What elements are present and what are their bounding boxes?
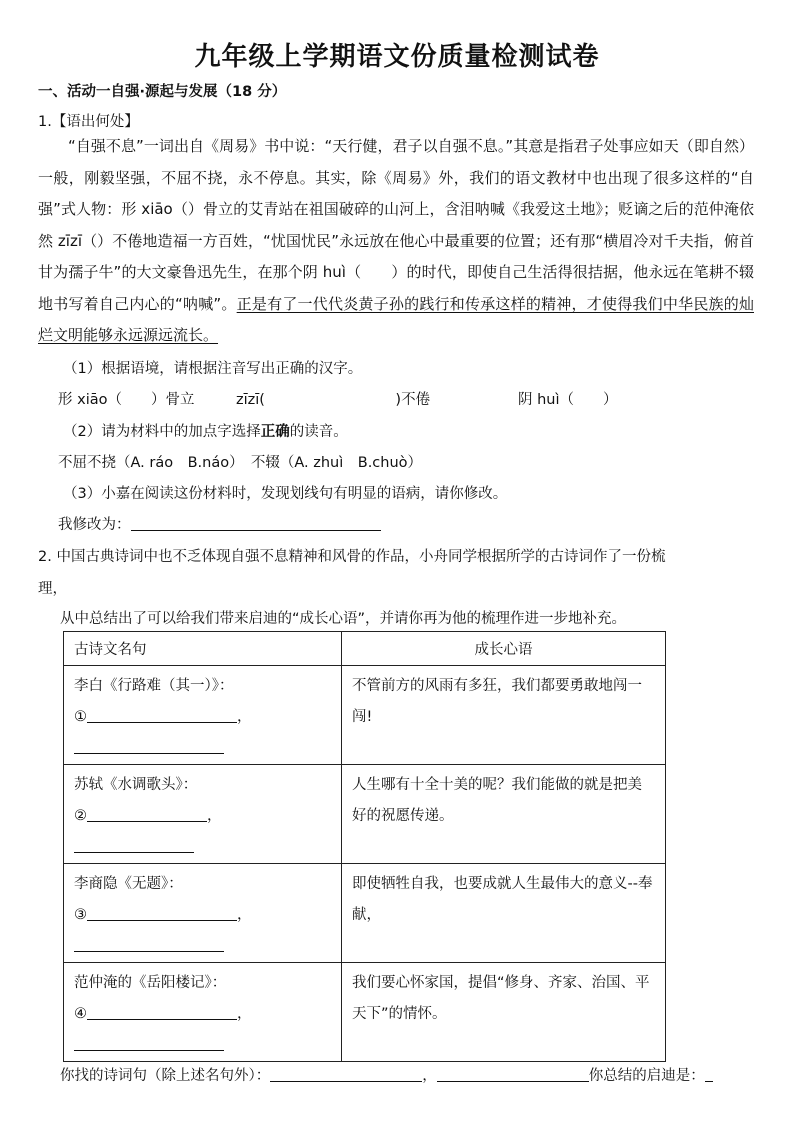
table-header-insights: 成长心语 (342, 632, 666, 666)
insight-cell: 人生哪有十全十美的呢？我们能做的就是把美好的祝愿传递。 (342, 765, 666, 864)
insight-cell: 我们要心怀家国，提倡“修身、齐家、治国、平天下”的情怀。 (342, 963, 666, 1062)
insight-cell: 即使牺牲自我，也要成就人生最伟大的意义--奉献， (342, 864, 666, 963)
pinyin-item-hui: 阴 huì（ ） (518, 392, 618, 408)
fill-blank[interactable] (87, 906, 237, 921)
insight-cell: 不管前方的风雨有多狂，我们都要勇敢地闯一闯! (342, 666, 666, 765)
answer-blank[interactable] (131, 516, 381, 531)
passage-text: “自强不息”一词出自《周易》书中说：“天行健，君子以自强不息。”其意是指君子处事应如天（即自然）一般，刚毅坚强，不屈不挠，永不停息。其实，除《周易》外，我们的语文教材中也出现了很多这样的“自强”式人物：形 xiāo（）骨立的艾青站在祖国破碎的山河上，含泪呐喊《我爱这土地》；贬谪之后的范仲淹依然 zīzī（）不倦地造福一方百姓，“忧国忧民”永远放在他心中最重要的位置；还有那“横眉冷对千夫指，俯首甘为孺子牛”的大文豪鲁迅先生，在那个阴 huì（ ）的时代，即使自己生活得很拮据，他永远在笔耕不辍地书写着自己内心的“呐喊”。 (38, 137, 754, 313)
fill-blank[interactable] (74, 838, 194, 853)
sub-question-1: （1）根据语境，请根据注音写出正确的汉字。 (63, 361, 363, 377)
underlined-sentence: 正是有了一代代炎黄子孙的践行和传承这样的精神，才使得我们中华民族的灿烂文明能够永远源远流长。 (38, 294, 754, 344)
fill-blank[interactable] (87, 807, 207, 822)
poem-cell: 李白《行路难（其一）》： ① ， (64, 666, 342, 765)
section-heading: 一、活动一自强·源起与发展（18 分） (38, 84, 287, 100)
pinyin-item-zizi: zīzī( )不倦 (236, 392, 431, 408)
question-2-line1: 2. 中国古典诗词中也不乏体现自强不息精神和风骨的作品，小舟同学根据所学的古诗词作了一份梳 (38, 549, 666, 565)
page-title: 九年级上学期语文份质量检测试卷 (194, 42, 600, 72)
table-row (64, 666, 666, 765)
poem-cell: 李商隐《无题》： ③ ， (64, 864, 342, 963)
pronunciation-options: 不屈不挠（A. ráo B.náo） 不辍（A. zhuì B.chuò） (58, 455, 423, 471)
sub-question-2: （2）请为材料中的加点字选择正确的读音。 (63, 424, 348, 440)
fill-blank[interactable] (74, 937, 224, 952)
final-answer-line: 你找的诗词句（除上述名句外）： ， 你总结的启迪是： (60, 1064, 713, 1085)
question-1-label: 1.【语出何处】 (38, 114, 139, 130)
question-2-line2: 理， (38, 581, 67, 597)
poem-cell: 苏轼《水调歌头》： ② ， (64, 765, 342, 864)
reading-passage (38, 131, 754, 352)
table-row (64, 765, 666, 864)
poem-blank[interactable] (270, 1067, 422, 1082)
answer-line: 我修改为： (58, 513, 381, 534)
fill-blank[interactable] (74, 1036, 224, 1051)
poetry-table (63, 631, 666, 1062)
insight-blank[interactable] (705, 1067, 713, 1082)
table-row (64, 963, 666, 1062)
fill-blank[interactable] (74, 739, 224, 754)
sub-question-3: （3）小嘉在阅读这份材料时，发现划线句有明显的语病，请你修改。 (63, 486, 508, 502)
fill-blank[interactable] (87, 1005, 237, 1020)
pinyin-item-xiao: 形 xiāo（ ）骨立 (58, 392, 195, 408)
question-2-line3: 从中总结出了可以给我们带来启迪的“成长心语”，并请你再为他的梳理作进一步地补充。 (60, 611, 627, 627)
table-row (64, 864, 666, 963)
poem-blank-2[interactable] (437, 1067, 589, 1082)
fill-blank[interactable] (87, 708, 237, 723)
poem-cell: 范仲淹的《岳阳楼记》： ④ ， (64, 963, 342, 1062)
table-header-poems: 古诗文名句 (64, 632, 342, 666)
